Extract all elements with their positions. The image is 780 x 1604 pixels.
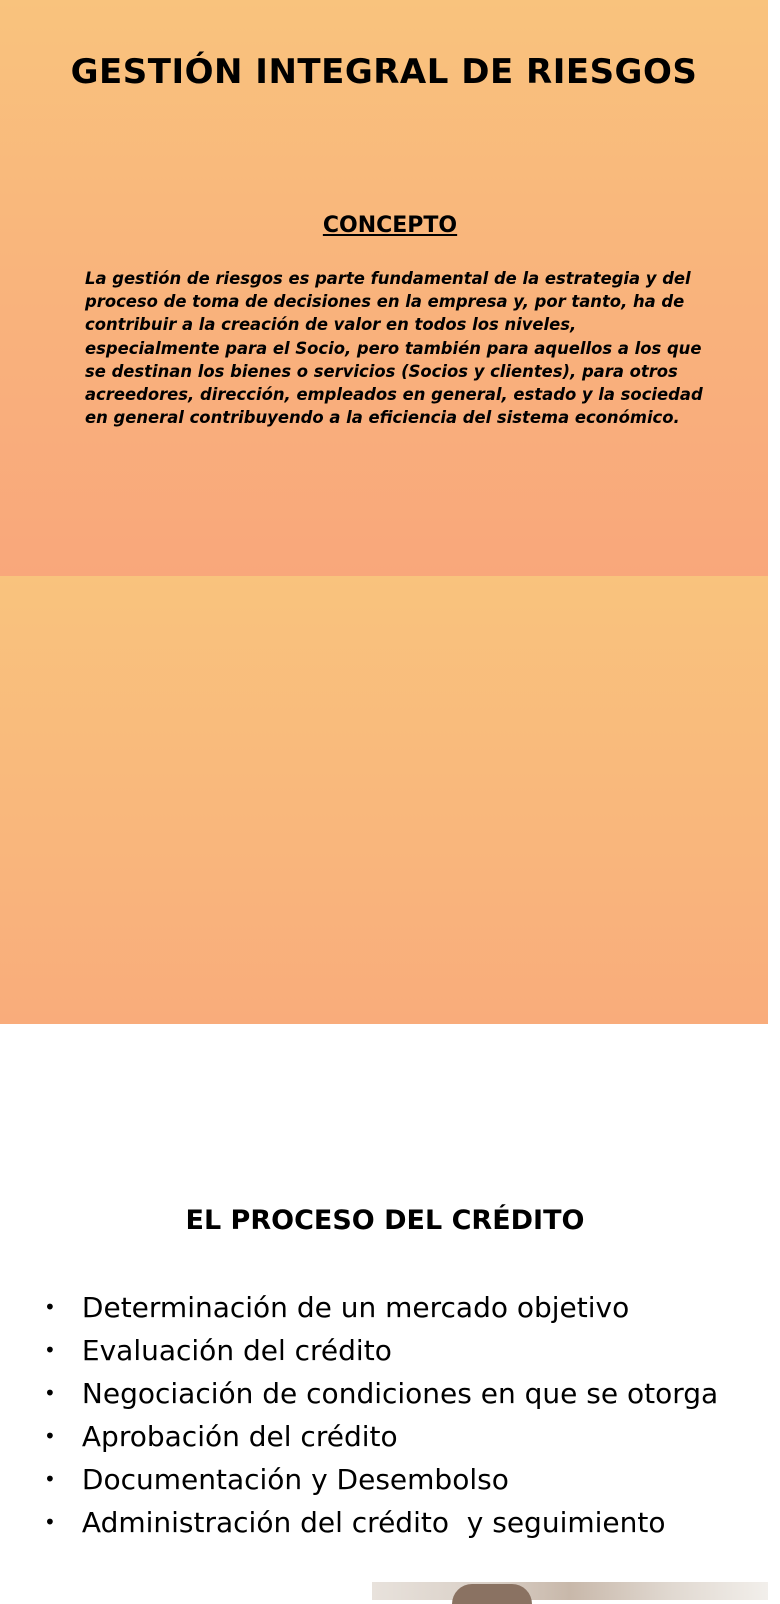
bullet-icon: • — [44, 1510, 56, 1534]
section-heading-concepto: CONCEPTO — [322, 213, 458, 238]
slide-gestion-integral — [0, 0, 768, 576]
bullet-icon: • — [44, 1338, 56, 1362]
list-item — [44, 1504, 744, 1541]
slide-title: EL PROCESO DEL CRÉDITO — [185, 1205, 585, 1236]
bullet-icon: • — [44, 1424, 56, 1448]
list-item — [44, 1418, 744, 1455]
bullet-icon: • — [44, 1295, 56, 1319]
bullet-icon: • — [44, 1467, 56, 1491]
bullet-icon: • — [44, 1381, 56, 1405]
list-item — [44, 1461, 744, 1498]
list-item — [44, 1332, 744, 1369]
list-item — [44, 1289, 744, 1326]
credit-process-list — [44, 1289, 744, 1547]
list-item-text: Determinación de un mercado objetivo — [73, 1291, 630, 1324]
list-item-text: Documentación y Desembolso — [73, 1463, 509, 1496]
list-item-text: Evaluación del crédito — [73, 1334, 392, 1367]
list-item-text: Administración del crédito y seguimiento — [73, 1506, 666, 1539]
list-item-text: Aprobación del crédito — [73, 1420, 398, 1453]
slide-proceso-credito — [0, 576, 768, 1539]
person-photo — [372, 1582, 768, 1600]
slide-title: GESTIÓN INTEGRAL DE RIESGOS — [70, 52, 698, 92]
list-item — [44, 1375, 744, 1412]
concept-paragraph: La gestión de riesgos es parte fundamental de la estrategia y del proceso de toma de decisiones en la empresa y, por tanto, ha de contribuir a la creación de valor en todos los niveles, especialmente para el Socio, pero también para aquellos a los que se destinan los bienes o servicios (Socios y clientes), para otros acreedores, dirección, empleados en general, estado y la sociedad en general contribuyendo a la eficiencia del sistema económico. — [85, 269, 703, 428]
photo-figure — [452, 1584, 532, 1604]
list-item-text: Negociación de condiciones en que se otorga — [73, 1377, 719, 1410]
